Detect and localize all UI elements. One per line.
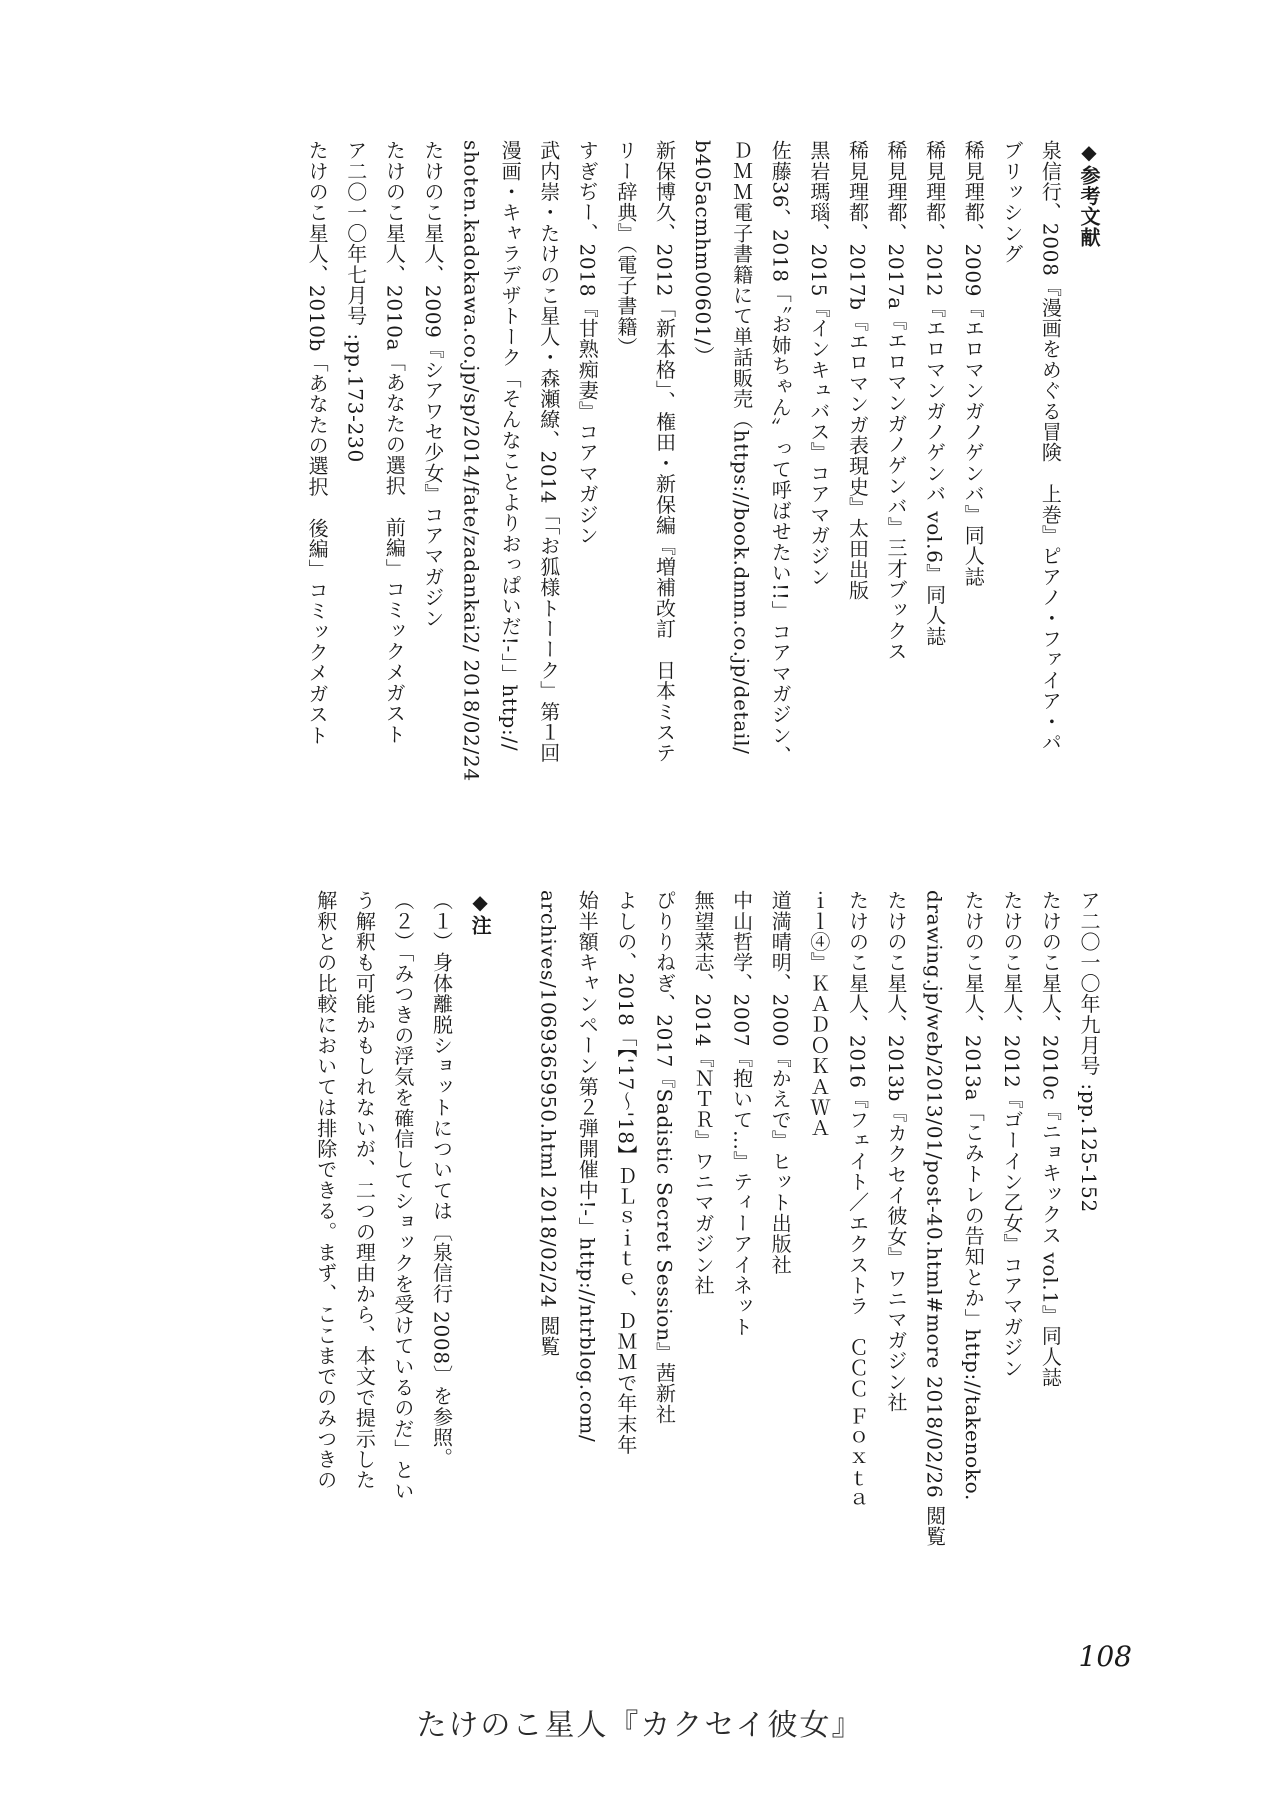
note-entry: う解釈も可能かもしれないが、二つの理由から、本文で提示した — [352, 890, 377, 1491]
reference-entry: 中山哲学、2007『抱いて…』ティーアイネット — [729, 890, 754, 1337]
reference-entry: 稀見理都、2017b『エロマンガ表現史』太田出版 — [845, 140, 870, 601]
running-footer-title: たけのこ星人『カクセイ彼女』 — [416, 1708, 864, 1743]
reference-entry: たけのこ星人、2010a「あなたの選択 前編」コミックメガスト — [382, 140, 407, 745]
reference-entry: shoten.kadokawa.co.jp/sp/2014/fate/zadankai2/ 2018/02/24 — [459, 140, 484, 782]
reference-entry: たけのこ星人、2010b「あなたの選択 後編」コミックメガスト — [305, 140, 330, 746]
reference-entry: 始半額キャンペーン第２弾開催中!-」http://ntrblog.com/ — [575, 890, 600, 1443]
notes-heading: ◆注 — [468, 890, 493, 936]
references-heading: ◆参考文献 — [1077, 140, 1101, 248]
references-continued-section — [148, 890, 1108, 1670]
reference-entry: 泉信行、2008『漫画をめぐる冒険 上巻』ピアノ・ファイア・パ — [1038, 140, 1063, 753]
reference-entry: 稀見理都、2012『エロマンガノゲンバ vol.6』同人誌 — [922, 140, 947, 647]
note-entry: 解釈との比較においては排除できる。まず、ここまでのみつきの — [313, 890, 338, 1491]
reference-entry: 漫画・キャラデザトーク「そんなことよりおっぱいだ!-」」http:// — [498, 140, 523, 752]
reference-entry: ア二〇一〇年七月号 :pp.173-230 — [343, 140, 368, 463]
reference-entry: 佐藤36、2018「〝お姉ちゃん〟って呼ばせたい!!」コアマガジン、 — [768, 140, 793, 767]
reference-entry: たけのこ星人、2012『ゴーイン乙女』コアマガジン — [999, 890, 1024, 1379]
reference-entry: たけのこ星人、2016『フェイト／エクストラ ＣＣＣ Ｆｏｘｔａ — [845, 890, 870, 1510]
reference-entry: 黒岩瑪瑙、2015『インキュバス』コアマガジン — [806, 140, 831, 587]
reference-entry: 新保博久、2012「新本格」、権田・新保編『増補改訂 日本ミステ — [652, 140, 677, 764]
reference-entry: ｉｌ④』ＫＡＤＯＫＡＷＡ — [806, 890, 831, 1139]
reference-entry: drawing.jp/web/2013/01/post-40.html#more 2018/02/26 閲覧 — [922, 890, 947, 1547]
reference-entry: 無望菜志、2014『ＮＴＲ』ワニマガジン社 — [691, 890, 716, 1296]
reference-entry: b405acmhm00601/） — [691, 140, 716, 367]
reference-entry: 道満晴明、2000『かえで』ヒット出版社 — [768, 890, 793, 1275]
note-entry: （１）身体離脱ショットについては〔泉信行 2008〕を参照。 — [429, 890, 454, 1469]
reference-entry: ブリッシング — [999, 140, 1024, 265]
reference-entry: たけのこ星人、2010c『ニョキックス vol.1』同人誌 — [1038, 890, 1063, 1388]
reference-entry: たけのこ星人、2013a「こみトレの告知とか」http://takenoko. — [961, 890, 986, 1502]
reference-entry: リー辞典』（電子書籍） — [613, 140, 638, 358]
reference-entry: すぎぢー、2018『甘熟痴妻』コアマガジン — [575, 140, 600, 546]
note-entry: （２）「みつきの浮気を確信してショックを受けているのだ」とい — [390, 890, 415, 1501]
reference-entry: ぴりりねぎ、2017『Sadistic Secret Session』茜新社 — [652, 890, 677, 1425]
reference-entry: ア二〇一〇年九月号 :pp.125-152 — [1077, 890, 1101, 1213]
reference-entry: ＤＭＭ電子書籍にて単話販売（https://book.dmm.co.jp/detail/ — [729, 140, 754, 755]
reference-entry: よしの、2018「【'17～'18】ＤＬｓｉｔｅ、ＤＭＭで年末年 — [613, 890, 638, 1456]
reference-entry: 武内崇・たけのこ星人・森瀬繚、2014「「お狐様トーーク」第１回 — [536, 140, 561, 764]
reference-entry: 稀見理都、2017a『エロマンガノゲンバ』三才ブックス — [884, 140, 909, 662]
page-number: 108 — [1078, 1640, 1132, 1673]
references-section — [148, 140, 1108, 840]
reference-entry: 稀見理都、2009『エロマンガノゲンバ』同人誌 — [961, 140, 986, 587]
reference-entry: たけのこ星人、2013b『カクセイ彼女』ワニマガジン社 — [884, 890, 909, 1413]
reference-entry: たけのこ星人、2009『シアワセ少女』コアマガジン — [420, 140, 445, 629]
reference-entry: archives/1069365950.html 2018/02/24 閲覧 — [536, 890, 561, 1357]
